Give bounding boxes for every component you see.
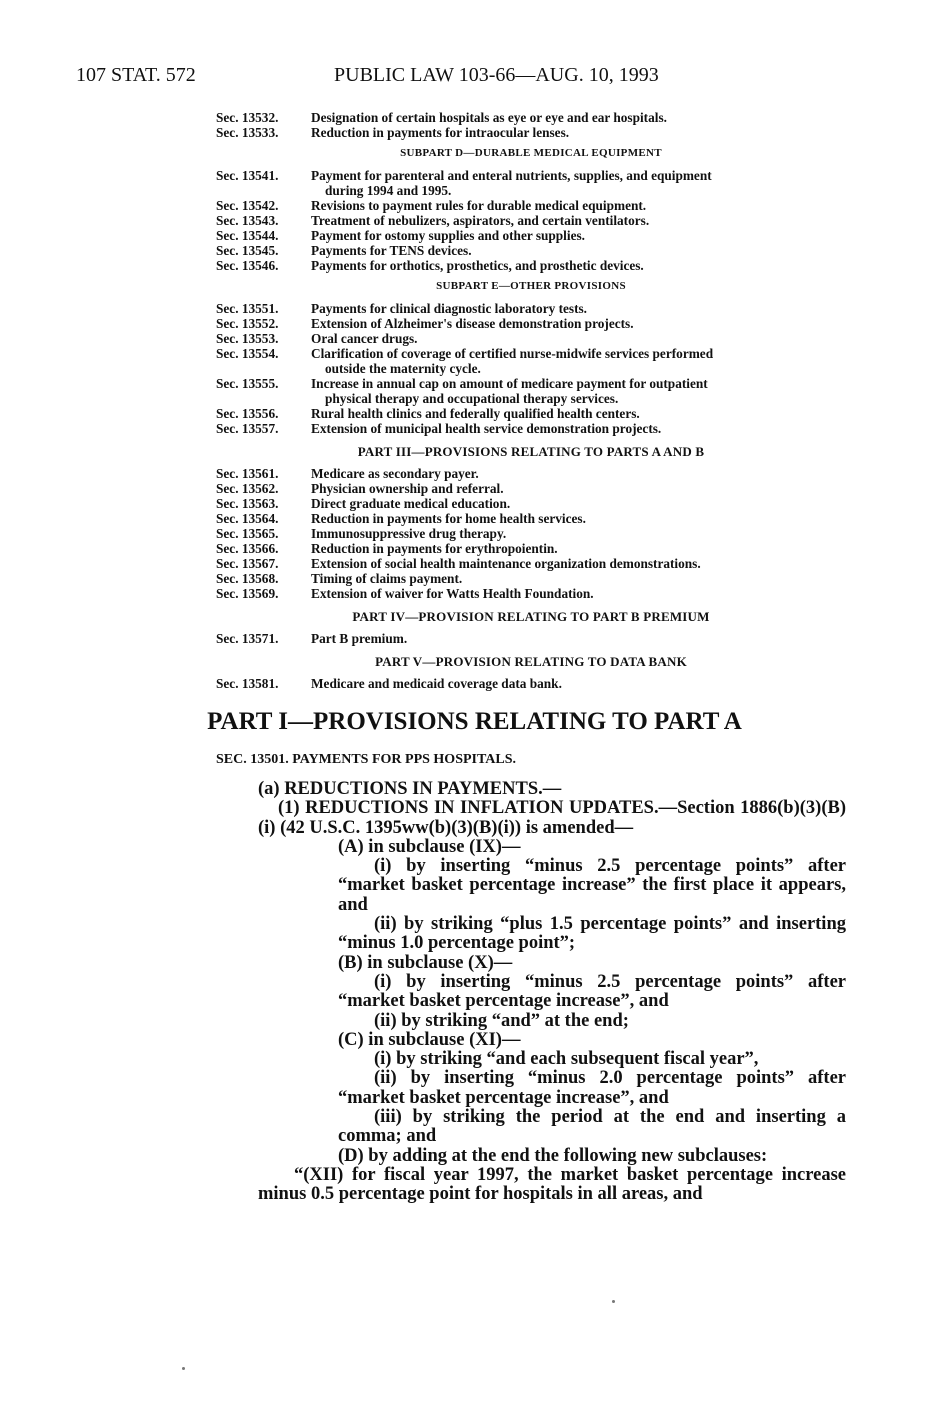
toc-sec-number: Sec. 13561. [216,466,279,481]
toc-row [216,125,846,140]
toc-title: Payments for TENS devices. [311,243,472,258]
toc-title: Revisions to payment rules for durable medical equipment. [311,198,647,213]
toc-title: Increase in annual cap on amount of medicare payment for outpatient [311,376,708,391]
subclause-xii: “(XII) for fiscal year 1997, the market basket percentage increase minus 0.5 percentage point for hospitals in all areas, and [258,1164,846,1205]
toc-sec-number: Sec. 13568. [216,571,279,586]
toc-title: Payment for parenteral and enteral nutrients, supplies, and equipment [311,168,712,183]
toc-title: Extension of social health maintenance organization demonstrations. [311,556,701,571]
scan-speck [612,1300,615,1303]
toc-sec-number: Sec. 13562. [216,481,279,496]
toc-row [216,511,846,526]
toc-sec-number: Sec. 13555. [216,376,279,391]
toc-title-continuation: physical therapy and occupational therapy services. [325,391,619,406]
toc-title: Physician ownership and referral. [311,481,504,496]
toc-row [216,228,846,243]
toc-sec-number: Sec. 13563. [216,496,279,511]
toc-row [216,168,846,198]
toc-title-continuation: during 1994 and 1995. [325,183,452,198]
section-heading: SEC. 13501. PAYMENTS FOR PPS HOSPITALS. [216,752,517,767]
toc-title: Oral cancer drugs. [311,331,418,346]
subpart-d-heading: SUBPART D—DURABLE MEDICAL EQUIPMENT [400,147,662,159]
statute-page-number: 107 STAT. 572 [76,64,196,86]
toc-sec-number: Sec. 13556. [216,406,279,421]
table-of-contents [216,110,846,691]
subpart-e-heading: SUBPART E—OTHER PROVISIONS [436,280,626,292]
toc-sec-number: Sec. 13532. [216,110,279,125]
toc-title: Clarification of coverage of certified nurse-midwife services performed [311,346,714,361]
part-5-heading: PART V—PROVISION RELATING TO DATA BANK [375,654,687,669]
toc-sec-number: Sec. 13541. [216,168,279,183]
subparagraph-a: (A) in subclause (IX)— [338,836,521,857]
toc-title: Extension of Alzheimer's disease demonstration projects. [311,316,634,331]
toc-sec-number: Sec. 13557. [216,421,279,436]
toc-title: Medicare and medicaid coverage data bank. [311,676,562,691]
toc-sec-number: Sec. 13571. [216,631,279,646]
part-4-heading: PART IV—PROVISION RELATING TO PART B PREMIUM [352,609,710,624]
toc-sec-number: Sec. 13566. [216,541,279,556]
toc-sec-number: Sec. 13581. [216,676,279,691]
toc-sec-number: Sec. 13545. [216,243,279,258]
toc-sec-number: Sec. 13533. [216,125,279,140]
public-law-citation: PUBLIC LAW 103-66—AUG. 10, 1993 [334,64,659,86]
toc-sec-number: Sec. 13567. [216,556,279,571]
page-header [0,64,949,92]
toc-title: Medicare as secondary payer. [311,466,479,481]
subparagraph-b: (B) in subclause (X)— [338,952,513,973]
toc-row [216,376,846,406]
toc-row [216,198,846,213]
toc-sec-number: Sec. 13552. [216,316,279,331]
toc-title: Rural health clinics and federally qualified health centers. [311,406,640,421]
toc-sec-number: Sec. 13554. [216,346,279,361]
toc-sec-number: Sec. 13553. [216,331,279,346]
toc-title: Payments for clinical diagnostic laboratory tests. [311,301,588,316]
toc-row [216,301,846,316]
toc-sec-number: Sec. 13542. [216,198,279,213]
toc-title: Designation of certain hospitals as eye or eye and ear hospitals. [311,110,667,125]
toc-row [216,346,846,376]
toc-row [216,213,846,228]
clause-c-i: (i) by striking “and each subsequent fiscal year”, [374,1049,759,1070]
clause-b-i: (i) by inserting “minus 2.5 percentage points” after “market basket percentage increase”, and [338,971,846,1012]
toc-row [216,110,846,125]
clause-a-ii: (ii) by striking “plus 1.5 percentage points” and inserting “minus 1.0 percentage point”; [338,914,846,954]
toc-title: Timing of claims payment. [311,571,463,586]
toc-title: Reduction in payments for intraocular lenses. [311,125,570,140]
subparagraph-d: (D) by adding at the end the following new subclauses: [338,1145,768,1166]
statute-body [258,780,846,1205]
toc-title: Treatment of nebulizers, aspirators, and certain ventilators. [311,213,650,228]
toc-row [216,258,846,273]
toc-sec-number: Sec. 13543. [216,213,279,228]
toc-title: Direct graduate medical education. [311,496,511,511]
toc-row [216,541,846,556]
clause-a-i: (i) by inserting “minus 2.5 percentage points” after “market basket percentage increase” the first place it appears, and [338,856,846,915]
toc-row [216,331,846,346]
toc-row [216,421,846,436]
toc-title-continuation: outside the maternity cycle. [325,361,481,376]
toc-sec-number: Sec. 13565. [216,526,279,541]
toc-title: Payment for ostomy supplies and other supplies. [311,228,585,243]
toc-row [216,406,846,421]
toc-sec-number: Sec. 13569. [216,586,279,601]
paragraph-1: (1) REDUCTIONS IN INFLATION UPDATES.—Section 1886(b)(3)(B)(i) (42 U.S.C. 1395ww(b)(3)(B)(i)) is amended— [258,798,846,838]
toc-row [216,571,846,586]
toc-row [216,526,846,541]
toc-title: Reduction in payments for home health services. [311,511,586,526]
toc-sec-number: Sec. 13544. [216,228,279,243]
toc-sec-number: Sec. 13564. [216,511,279,526]
toc-row [216,466,846,481]
toc-title: Extension of waiver for Watts Health Foundation. [311,586,594,601]
toc-row [216,316,846,331]
subsection-a-heading: (a) REDUCTIONS IN PAYMENTS.— [258,779,562,799]
toc-title: Immunosuppressive drug therapy. [311,526,507,541]
clause-c-ii: (ii) by inserting “minus 2.0 percentage points” after “market basket percentage increase”, and [338,1068,846,1108]
toc-title: Extension of municipal health service demonstration projects. [311,421,662,436]
subparagraph-c: (C) in subclause (XI)— [338,1029,521,1050]
toc-sec-number: Sec. 13551. [216,301,279,316]
toc-title: Part B premium. [311,631,408,646]
part-3-heading: PART III—PROVISIONS RELATING TO PARTS A AND B [357,444,705,459]
scan-speck [182,1367,185,1370]
part-1-title: PART I—PROVISIONS RELATING TO PART A [207,708,742,735]
toc-title: Payments for orthotics, prosthetics, and prosthetic devices. [311,258,644,273]
toc-row [216,496,846,511]
clause-c-iii: (iii) by striking the period at the end and inserting a comma; and [338,1107,846,1147]
toc-row [216,481,846,496]
clause-b-ii: (ii) by striking “and” at the end; [374,1010,629,1031]
toc-title: Reduction in payments for erythropoientin. [311,541,558,556]
toc-row [216,631,846,646]
toc-row [216,243,846,258]
toc-row [216,586,846,601]
toc-row [216,676,846,691]
toc-sec-number: Sec. 13546. [216,258,279,273]
toc-row [216,556,846,571]
